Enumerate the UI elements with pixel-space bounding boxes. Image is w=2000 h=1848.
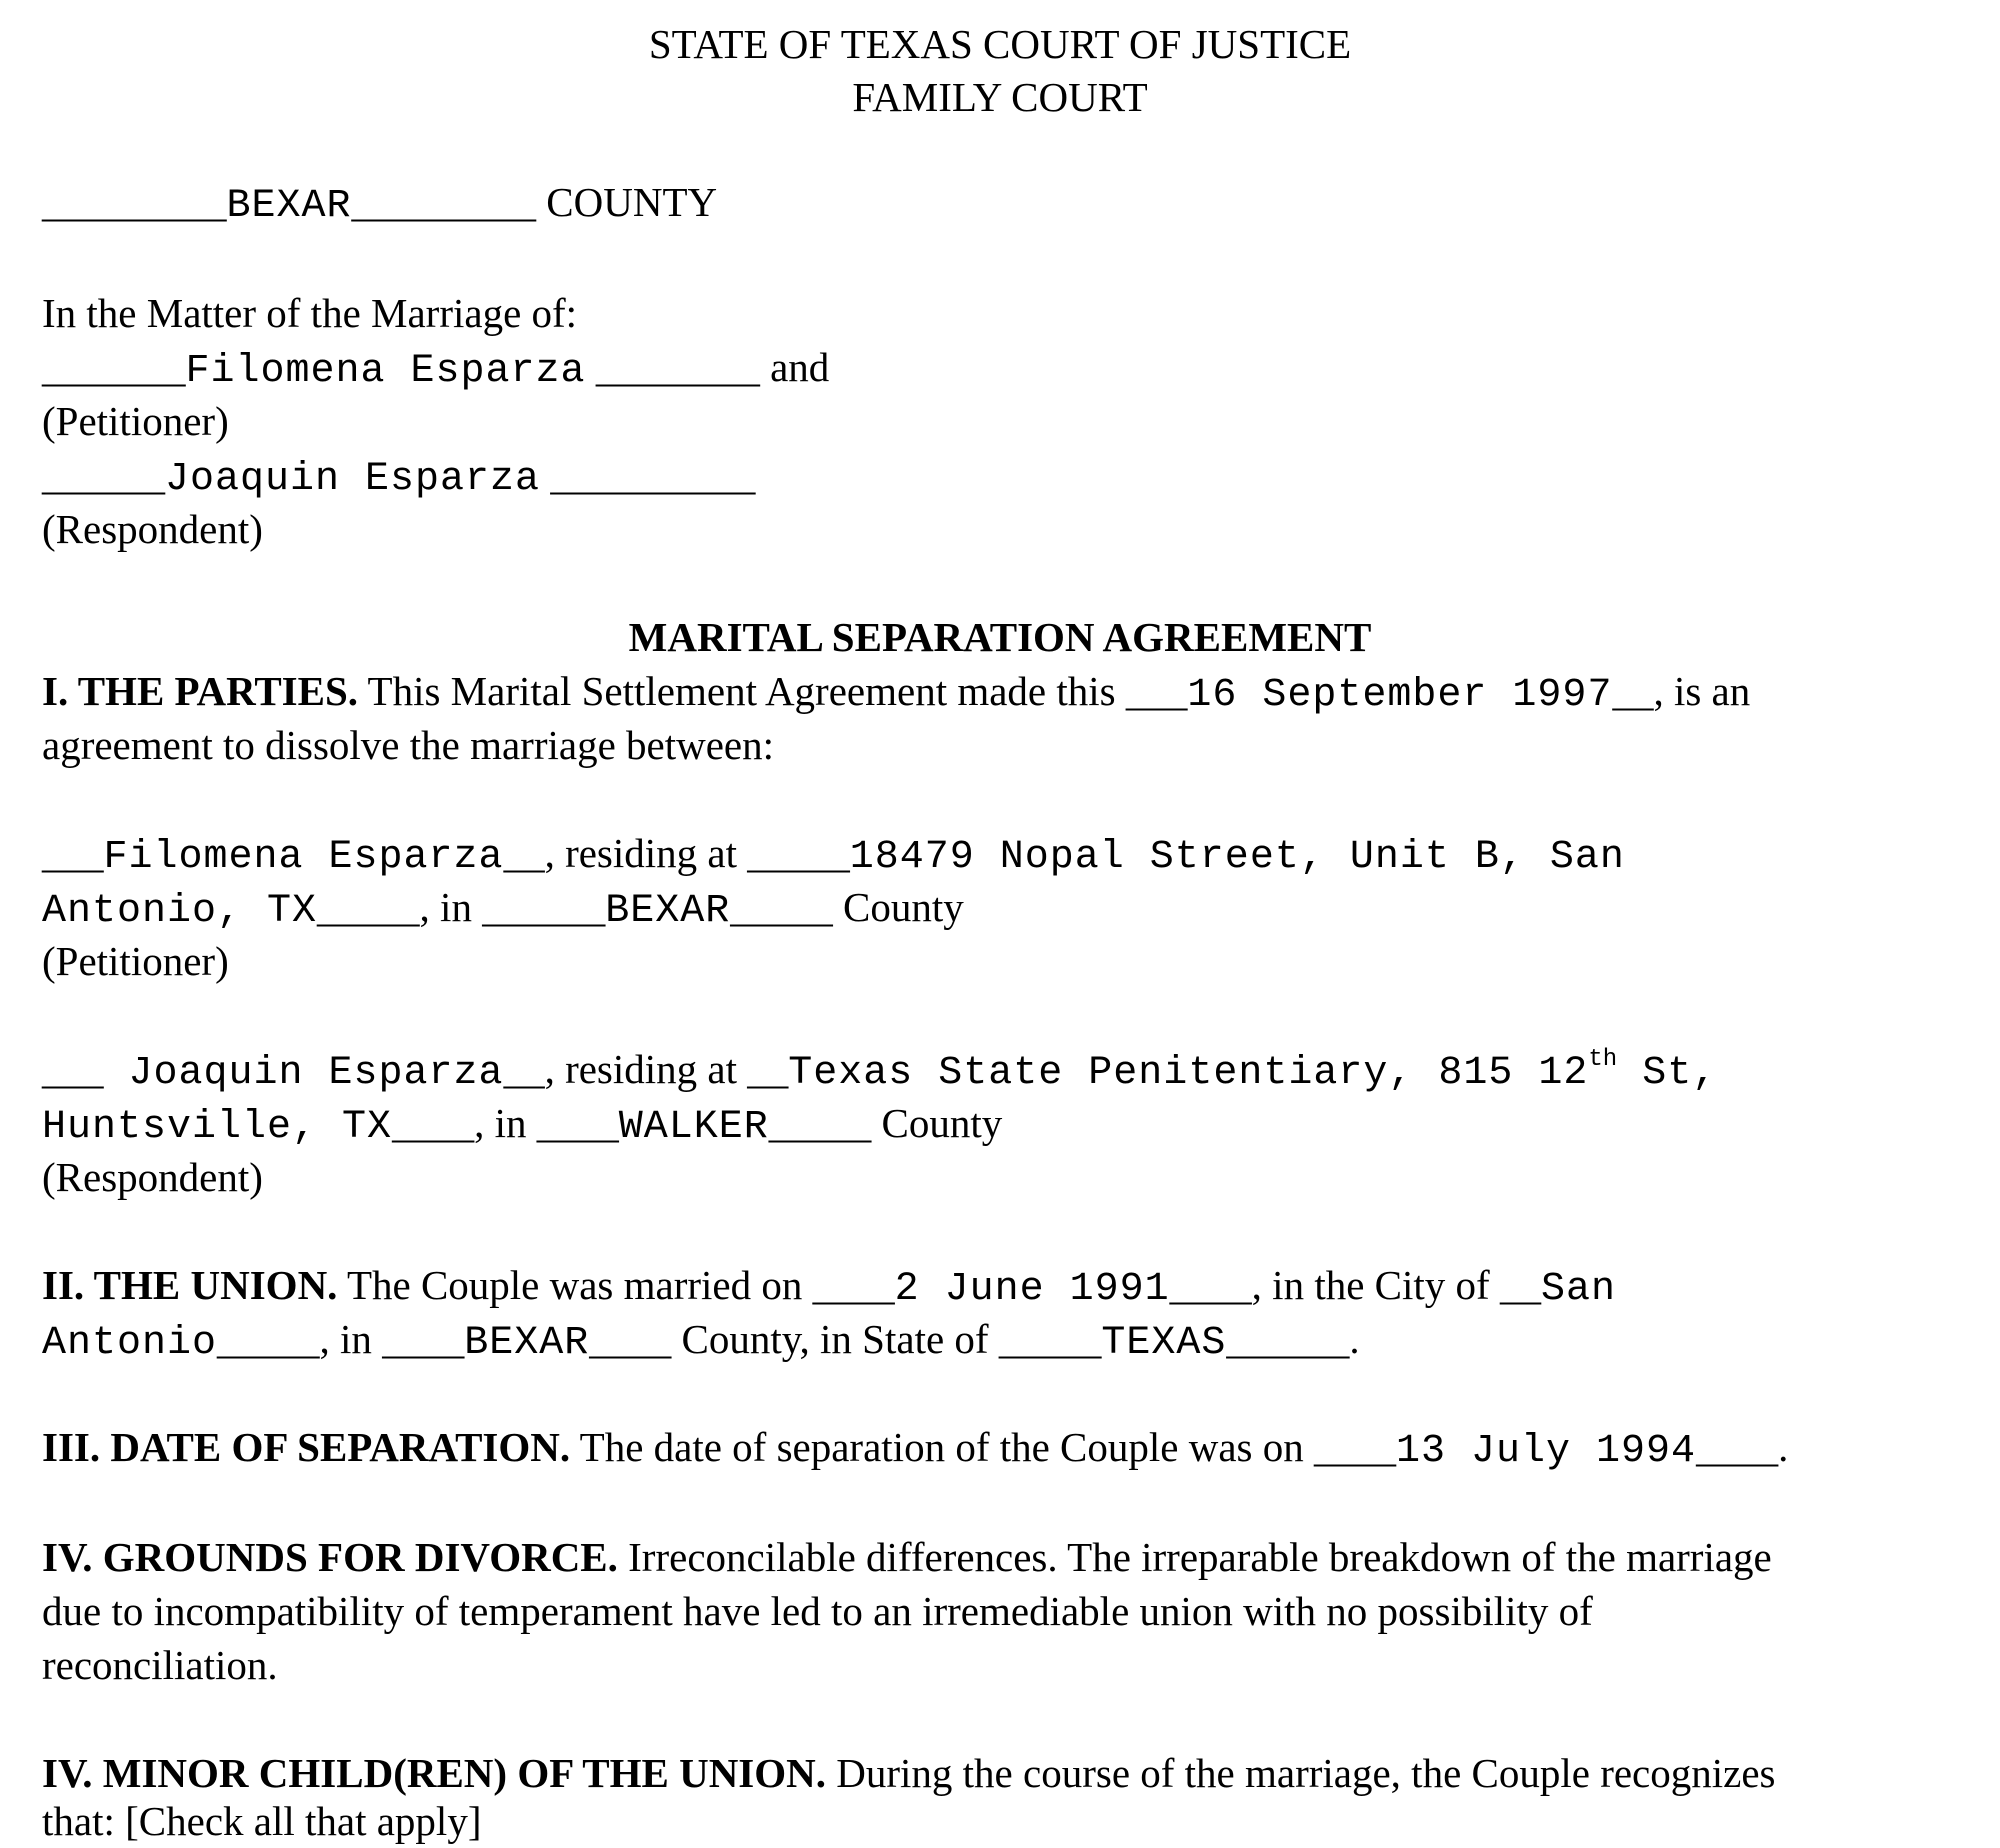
blank-line: _________ xyxy=(42,179,227,225)
section-grounds-line2: due to incompatibility of temperament have led to an irremediable union with no possibility of xyxy=(42,1588,1593,1634)
respondent-county-value: WALKER xyxy=(618,1105,769,1150)
blank-line: ________ xyxy=(585,344,760,390)
county-label: COUNTY xyxy=(536,179,718,225)
blank-line: __ xyxy=(503,830,545,876)
respondent-address-value: St, xyxy=(1617,1051,1718,1096)
county-label: County xyxy=(871,1100,1003,1146)
county-label: County xyxy=(832,884,964,930)
blank-line: ____ xyxy=(1169,1262,1252,1308)
marriage-county-value: BEXAR xyxy=(464,1321,590,1366)
section-union-line2 xyxy=(42,1312,1360,1371)
in-label: , in xyxy=(319,1316,383,1362)
section-children-line2: that: [Check all that apply] xyxy=(42,1798,482,1844)
petitioner-county-value: BEXAR xyxy=(605,889,731,934)
blank-line: _____ xyxy=(747,830,850,876)
section-text: The Couple was married on xyxy=(337,1262,813,1308)
court-division: FAMILY COURT xyxy=(852,74,1148,120)
caption-petitioner-line xyxy=(42,340,829,399)
blank-line: _________ xyxy=(351,179,537,225)
marriage-city-value: Antonio xyxy=(42,1321,218,1366)
section-union-line1 xyxy=(42,1258,1616,1317)
section-parties-line2: agreement to dissolve the marriage between: xyxy=(42,722,775,768)
petitioner-address-value: Antonio, TX xyxy=(42,889,318,934)
blank-line: _____ xyxy=(768,1100,872,1146)
blank-line: ____ xyxy=(536,1100,619,1146)
marriage-state-value: TEXAS xyxy=(1101,1321,1227,1366)
respondent-name-value: Joaquin Esparza xyxy=(103,1051,504,1096)
section-grounds-line3: reconciliation. xyxy=(42,1642,278,1688)
in-label: , in xyxy=(474,1100,537,1146)
blank-line: ___ xyxy=(1125,668,1188,714)
respondent-name-value: Joaquin Esparza xyxy=(165,457,541,502)
petitioner-name-value: Filomena Esparza xyxy=(185,349,586,394)
blank-line: __________ xyxy=(540,452,756,498)
respondent-block-line2 xyxy=(42,1096,1002,1155)
blank-line: _____ xyxy=(998,1316,1102,1362)
county-field-value: BEXAR xyxy=(226,184,352,229)
blank-line: ____ xyxy=(1696,1424,1779,1470)
and-word: and xyxy=(759,344,830,390)
petitioner-address-value: 18479 Nopal Street, Unit B, San xyxy=(849,835,1625,880)
blank-line: ___ xyxy=(42,1046,104,1092)
petitioner-block-line1 xyxy=(42,826,1625,885)
blank-line: ____ xyxy=(812,1262,895,1308)
blank-line: _____ xyxy=(217,1316,320,1362)
blank-line: _____ xyxy=(317,884,420,930)
blank-line: ______ xyxy=(482,884,606,930)
blank-line: ____ xyxy=(589,1316,672,1362)
petitioner-role: (Petitioner) xyxy=(42,938,229,984)
blank-line: _____ xyxy=(730,884,833,930)
section-separation-line xyxy=(42,1420,1788,1479)
caption-petitioner-role: (Petitioner) xyxy=(42,398,229,444)
blank-line: ____ xyxy=(382,1316,465,1362)
respondent-address-value: Huntsville, TX xyxy=(42,1105,393,1150)
agreement-date-value: 16 September 1997 xyxy=(1187,673,1613,718)
section-children-line1 xyxy=(42,1746,1776,1800)
section-heading: I. THE PARTIES. xyxy=(42,668,359,714)
section-parties-line1 xyxy=(42,664,1750,723)
blank-line: __ xyxy=(747,1046,789,1092)
petitioner-block-line2 xyxy=(42,880,964,939)
section-heading: IV. GROUNDS FOR DIVORCE. xyxy=(42,1534,618,1580)
section-heading: III. DATE OF SEPARATION. xyxy=(42,1424,571,1470)
caption-intro: In the Matter of the Marriage of: xyxy=(42,290,578,336)
in-label: , in xyxy=(419,884,483,930)
county-line xyxy=(42,175,717,234)
section-text: Irreconcilable differences. The irreparable breakdown of the marriage xyxy=(617,1534,1772,1580)
caption-respondent-role: (Respondent) xyxy=(42,506,263,552)
section-heading: IV. MINOR CHILD(REN) OF THE UNION. xyxy=(42,1750,827,1796)
section-text: . xyxy=(1349,1316,1360,1362)
marriage-date-value: 2 June 1991 xyxy=(894,1267,1170,1312)
section-text: . xyxy=(1778,1424,1789,1470)
blank-line: ______ xyxy=(1226,1316,1350,1362)
court-title: STATE OF TEXAS COURT OF JUSTICE xyxy=(648,21,1352,67)
agreement-title: MARITAL SEPARATION AGREEMENT xyxy=(628,614,1372,660)
caption-respondent-line xyxy=(42,448,755,507)
residing-label: , residing at xyxy=(544,1046,748,1092)
blank-line: _______ xyxy=(42,344,186,390)
blank-line: __ xyxy=(503,1046,545,1092)
section-text: This Marital Settlement Agreement made this xyxy=(358,668,1126,714)
separation-date-value: 13 July 1994 xyxy=(1396,1429,1697,1474)
section-text: , in the City of xyxy=(1251,1262,1500,1308)
respondent-address-value: Texas State Penitentiary, 815 12 xyxy=(788,1051,1589,1096)
section-text: , is an xyxy=(1653,668,1751,714)
residing-label: , residing at xyxy=(544,830,748,876)
section-text: During the course of the marriage, the Couple recognizes xyxy=(826,1750,1776,1796)
ordinal-suffix: th xyxy=(1588,1046,1618,1073)
marriage-city-value: San xyxy=(1540,1267,1616,1312)
blank-line: __ xyxy=(1499,1262,1541,1308)
section-text: County, in State of xyxy=(671,1316,999,1362)
blank-line: __ xyxy=(1612,668,1654,714)
petitioner-name-value: Filomena Esparza xyxy=(103,835,504,880)
blank-line: ___ xyxy=(42,830,104,876)
respondent-block-line1 xyxy=(42,1042,1717,1101)
blank-line: ______ xyxy=(42,452,165,498)
section-text: The date of separation of the Couple was on xyxy=(570,1424,1315,1470)
section-grounds-line1 xyxy=(42,1530,1772,1584)
respondent-role: (Respondent) xyxy=(42,1154,263,1200)
section-heading: II. THE UNION. xyxy=(42,1262,338,1308)
blank-line: ____ xyxy=(1314,1424,1397,1470)
blank-line: ____ xyxy=(392,1100,475,1146)
